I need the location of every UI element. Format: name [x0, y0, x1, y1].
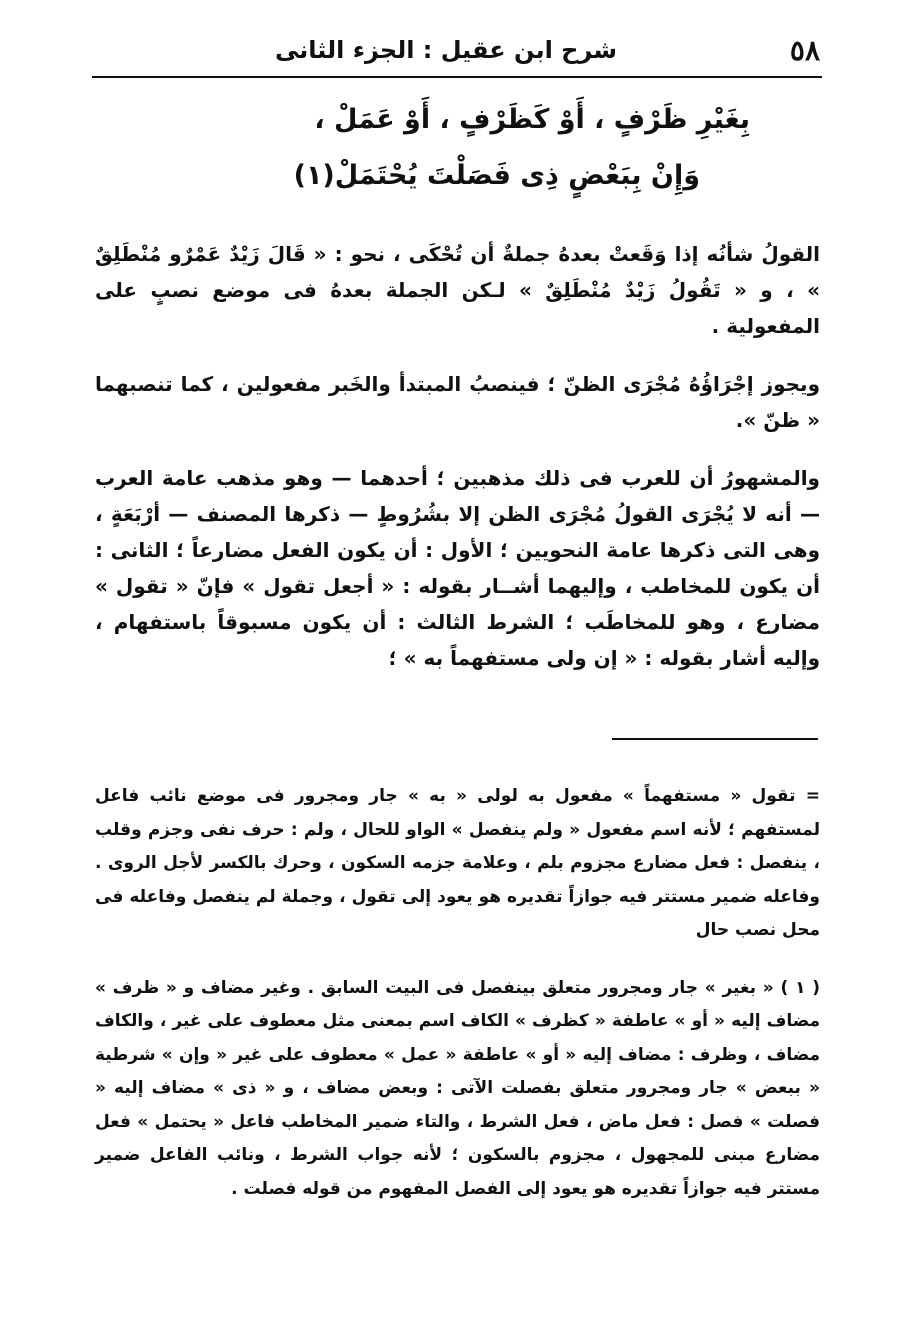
header-rule [92, 76, 822, 78]
page-number: ٥٨ [789, 33, 820, 67]
footnotes [95, 780, 820, 1230]
footnote-divider [612, 738, 818, 740]
main-text [95, 236, 820, 698]
paragraph-2: ويجوز إجْرَاؤُهُ مُجْرَى الظنّ ؛ فينصبُ المبتدأ والخَبر مفعولين ، كما تنصبهما « ظنّ ». [95, 372, 820, 432]
page-header [95, 28, 820, 72]
verse-line-2: وَإِنْ بِبَعْضٍ ذِى فَصَلْتَ يُحْتَمَلْ(١) [293, 160, 700, 191]
paragraph-3: والمشهورُ أن للعرب فى ذلك مذهبين ؛ أحدهما — وهو مذهب عامة العرب — أنه لا يُجْرَى القولُ مُجْرَى الظن إلا بشُرُوطٍ — ذكرها المصنف — أرْبَعَةٍ ، وهى التى ذكرها عامة النحويين ؛ الأول : أن يكون الفعل مضارعاً ؛ الثانى : أن يكون للمخاطب ، وإليهما أشــار بقوله : « أجعل تقول » فإنّ « تقول » مضارع ، وهو للمخاطَب ؛ الشرط الثالث : أن يكون مسبوقاً باستفهام ، وإليه أشار بقوله : « إن ولى مستفهماً به » ؛ [95, 466, 820, 670]
paragraph-1: القولُ شأنُه إذا وَقَعتْ بعدهُ جملةٌ أن تُحْكَى ، نحو : « قَالَ زَيْدٌ عَمْرٌو مُنْطَلِقٌ » ، و « تَقُولُ زَيْدٌ مُنْطَلِقٌ » لـكن الجملة بعدهُ فى موضع نصبٍ على المفعولية . [95, 242, 820, 338]
running-title: شرح ابن عقيل : الجزء الثانى [275, 36, 617, 64]
footnote-1: ( ١ ) « بغير » جار ومجرور متعلق بينفصل فى البيت السابق . وغير مضاف و « ظرف » مضاف إليه « أو » عاطفة « كظرف » الكاف اسم بمعنى مثل معطوف على غير ، والكاف مضاف ، وظرف : مضاف إليه « أو » عاطفة « عمل » معطوف على غير « وإن » شرطية « ببعض » جار ومجرور متعلق بفصلت الآتى : وبعض مضاف ، و « ذى » مضاف إليه « فصلت » فصل : فعل ماض ، فعل الشرط ، والتاء ضمير المخاطب فاعل « يحتمل » فعل مضارع مبنى للمجهول ، مجزوم بالسكون ؛ لأنه جواب الشرط ، ونائب الفاعل ضمير مستتر فيه جوازاً تقديره هو يعود إلى الفصل المفهوم من قوله فصلت . [95, 977, 820, 1199]
footnote-continued: = تقول « مستفهماً » مفعول به لولى « به » جار ومجرور فى موضع نائب فاعل لمستفهم ؛ لأنه اسم مفعول « ولم ينفصل » الواو للحال ، ولم : حرف نفى وجزم وقلب ، ينفصل : فعل مضارع مجزوم بلم ، وعلامة جزمه السكون ، وحرك بالكسر لأجل الروى . وفاعله ضمير مستتر فيه جوازاً تقديره هو يعود إلى تقول ، وجملة لم ينفصل وفاعله فى محل نصب حال [95, 786, 820, 940]
verse-line-1: بِغَيْرِ ظَرْفٍ ، أَوْ كَظَرْفٍ ، أَوْ عَمَلْ ، [314, 104, 750, 135]
